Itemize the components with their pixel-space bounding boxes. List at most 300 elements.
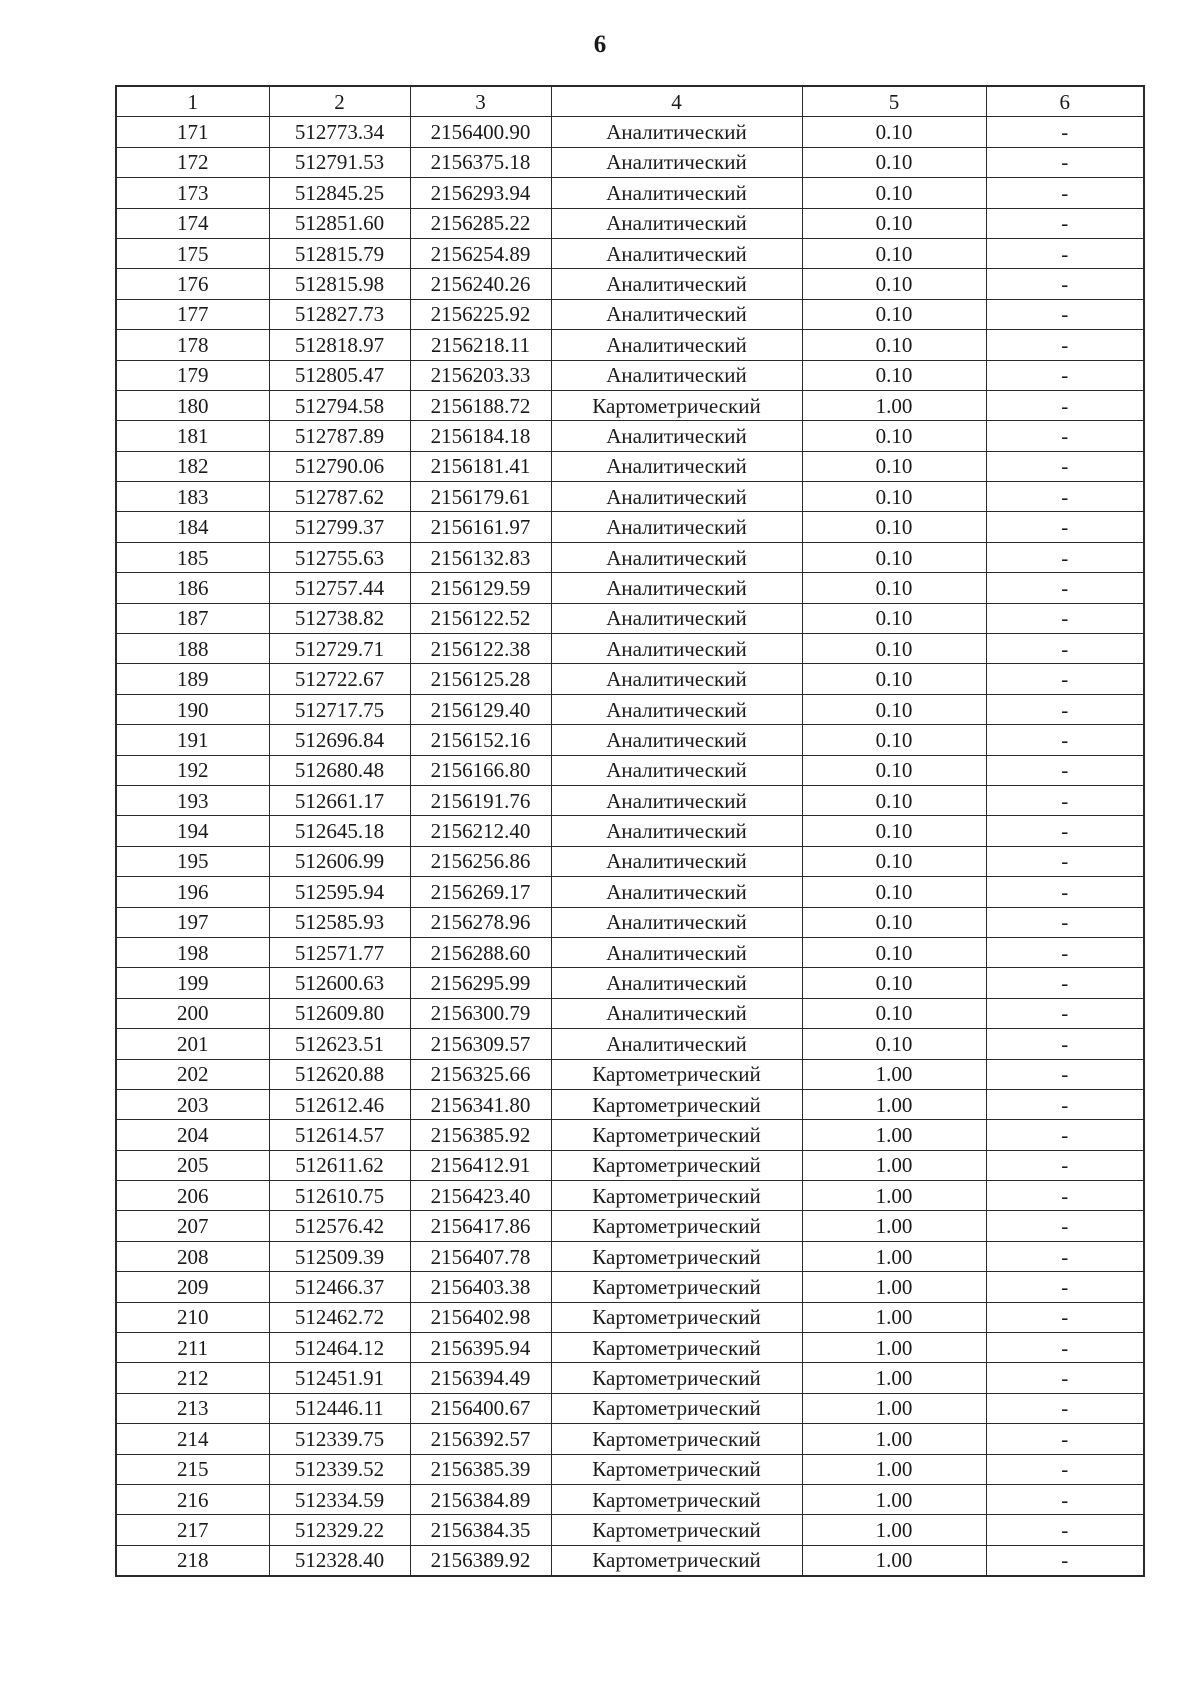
point-number-cell: 174 — [116, 208, 269, 238]
method-cell: Аналитический — [551, 937, 802, 967]
accuracy-cell: 1.00 — [802, 1059, 986, 1089]
y-coordinate-cell: 2156385.92 — [410, 1120, 551, 1150]
method-cell: Аналитический — [551, 269, 802, 299]
method-cell: Картометрический — [551, 1059, 802, 1089]
method-cell: Аналитический — [551, 512, 802, 542]
x-coordinate-cell: 512614.57 — [269, 1120, 410, 1150]
note-cell: - — [986, 603, 1144, 633]
note-cell: - — [986, 725, 1144, 755]
note-cell: - — [986, 299, 1144, 329]
column-header: 4 — [551, 86, 802, 117]
point-number-cell: 195 — [116, 846, 269, 876]
table-row — [116, 998, 1144, 1028]
point-number-cell: 183 — [116, 482, 269, 512]
x-coordinate-cell: 512610.75 — [269, 1181, 410, 1211]
table-row — [116, 785, 1144, 815]
point-number-cell: 207 — [116, 1211, 269, 1241]
note-cell: - — [986, 178, 1144, 208]
accuracy-cell: 0.10 — [802, 785, 986, 815]
x-coordinate-cell: 512757.44 — [269, 573, 410, 603]
method-cell: Картометрический — [551, 1393, 802, 1423]
y-coordinate-cell: 2156412.91 — [410, 1150, 551, 1180]
x-coordinate-cell: 512509.39 — [269, 1241, 410, 1271]
table-row — [116, 542, 1144, 572]
table-row — [116, 421, 1144, 451]
y-coordinate-cell: 2156161.97 — [410, 512, 551, 542]
method-cell: Аналитический — [551, 694, 802, 724]
method-cell: Картометрический — [551, 1424, 802, 1454]
accuracy-cell: 1.00 — [802, 1545, 986, 1576]
x-coordinate-cell: 512611.62 — [269, 1150, 410, 1180]
y-coordinate-cell: 2156375.18 — [410, 147, 551, 177]
point-number-cell: 209 — [116, 1272, 269, 1302]
table-row — [116, 816, 1144, 846]
point-number-cell: 187 — [116, 603, 269, 633]
x-coordinate-cell: 512815.98 — [269, 269, 410, 299]
method-cell: Картометрический — [551, 1363, 802, 1393]
point-number-cell: 206 — [116, 1181, 269, 1211]
x-coordinate-cell: 512645.18 — [269, 816, 410, 846]
note-cell: - — [986, 1181, 1144, 1211]
point-number-cell: 182 — [116, 451, 269, 481]
coordinates-table — [115, 85, 1145, 1577]
accuracy-cell: 0.10 — [802, 542, 986, 572]
x-coordinate-cell: 512464.12 — [269, 1333, 410, 1363]
method-cell: Аналитический — [551, 147, 802, 177]
y-coordinate-cell: 2156295.99 — [410, 968, 551, 998]
x-coordinate-cell: 512576.42 — [269, 1211, 410, 1241]
point-number-cell: 212 — [116, 1363, 269, 1393]
accuracy-cell: 0.10 — [802, 755, 986, 785]
x-coordinate-cell: 512585.93 — [269, 907, 410, 937]
method-cell: Аналитический — [551, 664, 802, 694]
note-cell: - — [986, 1120, 1144, 1150]
note-cell: - — [986, 816, 1144, 846]
accuracy-cell: 0.10 — [802, 451, 986, 481]
table-row — [116, 1181, 1144, 1211]
table-row — [116, 1211, 1144, 1241]
method-cell: Картометрический — [551, 390, 802, 420]
y-coordinate-cell: 2156191.76 — [410, 785, 551, 815]
table-row — [116, 1545, 1144, 1576]
x-coordinate-cell: 512790.06 — [269, 451, 410, 481]
accuracy-cell: 0.10 — [802, 299, 986, 329]
y-coordinate-cell: 2156152.16 — [410, 725, 551, 755]
table-row — [116, 1454, 1144, 1484]
table-row — [116, 1150, 1144, 1180]
point-number-cell: 184 — [116, 512, 269, 542]
table-row — [116, 1302, 1144, 1332]
note-cell: - — [986, 542, 1144, 572]
x-coordinate-cell: 512827.73 — [269, 299, 410, 329]
table-row — [116, 1333, 1144, 1363]
method-cell: Аналитический — [551, 603, 802, 633]
y-coordinate-cell: 2156212.40 — [410, 816, 551, 846]
y-coordinate-cell: 2156203.33 — [410, 360, 551, 390]
method-cell: Аналитический — [551, 482, 802, 512]
x-coordinate-cell: 512329.22 — [269, 1515, 410, 1545]
y-coordinate-cell: 2156309.57 — [410, 1029, 551, 1059]
y-coordinate-cell: 2156417.86 — [410, 1211, 551, 1241]
table-row — [116, 603, 1144, 633]
table-body — [116, 117, 1144, 1576]
x-coordinate-cell: 512717.75 — [269, 694, 410, 724]
note-cell: - — [986, 208, 1144, 238]
note-cell: - — [986, 390, 1144, 420]
method-cell: Аналитический — [551, 178, 802, 208]
table-row — [116, 482, 1144, 512]
method-cell: Картометрический — [551, 1120, 802, 1150]
table-row — [116, 1272, 1144, 1302]
accuracy-cell: 0.10 — [802, 725, 986, 755]
note-cell: - — [986, 1484, 1144, 1514]
x-coordinate-cell: 512818.97 — [269, 330, 410, 360]
note-cell: - — [986, 573, 1144, 603]
y-coordinate-cell: 2156181.41 — [410, 451, 551, 481]
method-cell: Аналитический — [551, 330, 802, 360]
note-cell: - — [986, 269, 1144, 299]
method-cell: Картометрический — [551, 1545, 802, 1576]
note-cell: - — [986, 907, 1144, 937]
y-coordinate-cell: 2156129.40 — [410, 694, 551, 724]
y-coordinate-cell: 2156129.59 — [410, 573, 551, 603]
x-coordinate-cell: 512595.94 — [269, 877, 410, 907]
y-coordinate-cell: 2156384.35 — [410, 1515, 551, 1545]
y-coordinate-cell: 2156400.90 — [410, 117, 551, 147]
y-coordinate-cell: 2156269.17 — [410, 877, 551, 907]
method-cell: Картометрический — [551, 1302, 802, 1332]
column-header: 6 — [986, 86, 1144, 117]
table-row — [116, 238, 1144, 268]
note-cell: - — [986, 1515, 1144, 1545]
point-number-cell: 179 — [116, 360, 269, 390]
y-coordinate-cell: 2156392.57 — [410, 1424, 551, 1454]
note-cell: - — [986, 968, 1144, 998]
point-number-cell: 201 — [116, 1029, 269, 1059]
x-coordinate-cell: 512805.47 — [269, 360, 410, 390]
accuracy-cell: 0.10 — [802, 117, 986, 147]
note-cell: - — [986, 1272, 1144, 1302]
x-coordinate-cell: 512571.77 — [269, 937, 410, 967]
table-row — [116, 1029, 1144, 1059]
accuracy-cell: 0.10 — [802, 421, 986, 451]
method-cell: Аналитический — [551, 785, 802, 815]
point-number-cell: 216 — [116, 1484, 269, 1514]
accuracy-cell: 1.00 — [802, 1181, 986, 1211]
y-coordinate-cell: 2156132.83 — [410, 542, 551, 572]
y-coordinate-cell: 2156385.39 — [410, 1454, 551, 1484]
x-coordinate-cell: 512755.63 — [269, 542, 410, 572]
table-row — [116, 573, 1144, 603]
table-row — [116, 178, 1144, 208]
note-cell: - — [986, 451, 1144, 481]
x-coordinate-cell: 512729.71 — [269, 634, 410, 664]
table-row — [116, 1059, 1144, 1089]
table-row — [116, 451, 1144, 481]
accuracy-cell: 0.10 — [802, 968, 986, 998]
method-cell: Аналитический — [551, 117, 802, 147]
note-cell: - — [986, 421, 1144, 451]
method-cell: Картометрический — [551, 1272, 802, 1302]
y-coordinate-cell: 2156402.98 — [410, 1302, 551, 1332]
x-coordinate-cell: 512696.84 — [269, 725, 410, 755]
x-coordinate-cell: 512851.60 — [269, 208, 410, 238]
note-cell: - — [986, 1302, 1144, 1332]
accuracy-cell: 1.00 — [802, 1089, 986, 1119]
page-number: 6 — [593, 31, 607, 58]
accuracy-cell: 0.10 — [802, 238, 986, 268]
x-coordinate-cell: 512787.89 — [269, 421, 410, 451]
point-number-cell: 189 — [116, 664, 269, 694]
x-coordinate-cell: 512600.63 — [269, 968, 410, 998]
y-coordinate-cell: 2156285.22 — [410, 208, 551, 238]
y-coordinate-cell: 2156384.89 — [410, 1484, 551, 1514]
note-cell: - — [986, 877, 1144, 907]
note-cell: - — [986, 1241, 1144, 1271]
y-coordinate-cell: 2156400.67 — [410, 1393, 551, 1423]
point-number-cell: 190 — [116, 694, 269, 724]
point-number-cell: 172 — [116, 147, 269, 177]
accuracy-cell: 1.00 — [802, 1302, 986, 1332]
y-coordinate-cell: 2156218.11 — [410, 330, 551, 360]
y-coordinate-cell: 2156184.18 — [410, 421, 551, 451]
method-cell: Картометрический — [551, 1181, 802, 1211]
table-row — [116, 512, 1144, 542]
accuracy-cell: 0.10 — [802, 330, 986, 360]
accuracy-cell: 0.10 — [802, 512, 986, 542]
x-coordinate-cell: 512722.67 — [269, 664, 410, 694]
y-coordinate-cell: 2156300.79 — [410, 998, 551, 1028]
note-cell: - — [986, 1545, 1144, 1576]
accuracy-cell: 1.00 — [802, 1363, 986, 1393]
point-number-cell: 200 — [116, 998, 269, 1028]
note-cell: - — [986, 1089, 1144, 1119]
note-cell: - — [986, 846, 1144, 876]
y-coordinate-cell: 2156122.38 — [410, 634, 551, 664]
accuracy-cell: 0.10 — [802, 1029, 986, 1059]
method-cell: Аналитический — [551, 634, 802, 664]
table-row — [116, 299, 1144, 329]
table-row — [116, 330, 1144, 360]
point-number-cell: 194 — [116, 816, 269, 846]
x-coordinate-cell: 512791.53 — [269, 147, 410, 177]
method-cell: Аналитический — [551, 998, 802, 1028]
y-coordinate-cell: 2156394.49 — [410, 1363, 551, 1393]
x-coordinate-cell: 512451.91 — [269, 1363, 410, 1393]
accuracy-cell: 1.00 — [802, 1241, 986, 1271]
point-number-cell: 180 — [116, 390, 269, 420]
y-coordinate-cell: 2156125.28 — [410, 664, 551, 694]
table-row — [116, 147, 1144, 177]
accuracy-cell: 0.10 — [802, 816, 986, 846]
point-number-cell: 188 — [116, 634, 269, 664]
accuracy-cell: 1.00 — [802, 1333, 986, 1363]
note-cell: - — [986, 664, 1144, 694]
accuracy-cell: 0.10 — [802, 482, 986, 512]
method-cell: Аналитический — [551, 877, 802, 907]
x-coordinate-cell: 512466.37 — [269, 1272, 410, 1302]
point-number-cell: 193 — [116, 785, 269, 815]
point-number-cell: 199 — [116, 968, 269, 998]
y-coordinate-cell: 2156403.38 — [410, 1272, 551, 1302]
point-number-cell: 213 — [116, 1393, 269, 1423]
method-cell: Картометрический — [551, 1333, 802, 1363]
method-cell: Картометрический — [551, 1211, 802, 1241]
point-number-cell: 192 — [116, 755, 269, 785]
x-coordinate-cell: 512794.58 — [269, 390, 410, 420]
table-row — [116, 846, 1144, 876]
point-number-cell: 204 — [116, 1120, 269, 1150]
point-number-cell: 205 — [116, 1150, 269, 1180]
x-coordinate-cell: 512623.51 — [269, 1029, 410, 1059]
x-coordinate-cell: 512799.37 — [269, 512, 410, 542]
method-cell: Аналитический — [551, 1029, 802, 1059]
y-coordinate-cell: 2156423.40 — [410, 1181, 551, 1211]
table-header-row — [116, 86, 1144, 117]
note-cell: - — [986, 1393, 1144, 1423]
accuracy-cell: 1.00 — [802, 1424, 986, 1454]
column-header: 1 — [116, 86, 269, 117]
point-number-cell: 176 — [116, 269, 269, 299]
note-cell: - — [986, 998, 1144, 1028]
x-coordinate-cell: 512446.11 — [269, 1393, 410, 1423]
table-row — [116, 390, 1144, 420]
note-cell: - — [986, 147, 1144, 177]
point-number-cell: 197 — [116, 907, 269, 937]
point-number-cell: 211 — [116, 1333, 269, 1363]
table-row — [116, 755, 1144, 785]
method-cell: Картометрический — [551, 1241, 802, 1271]
y-coordinate-cell: 2156179.61 — [410, 482, 551, 512]
y-coordinate-cell: 2156240.26 — [410, 269, 551, 299]
x-coordinate-cell: 512845.25 — [269, 178, 410, 208]
method-cell: Аналитический — [551, 907, 802, 937]
table-row — [116, 877, 1144, 907]
table-row — [116, 664, 1144, 694]
point-number-cell: 173 — [116, 178, 269, 208]
point-number-cell: 185 — [116, 542, 269, 572]
point-number-cell: 177 — [116, 299, 269, 329]
method-cell: Аналитический — [551, 573, 802, 603]
x-coordinate-cell: 512334.59 — [269, 1484, 410, 1514]
table-row — [116, 1363, 1144, 1393]
accuracy-cell: 0.10 — [802, 269, 986, 299]
point-number-cell: 202 — [116, 1059, 269, 1089]
note-cell: - — [986, 360, 1144, 390]
accuracy-cell: 1.00 — [802, 1120, 986, 1150]
table-row — [116, 1241, 1144, 1271]
table-row — [116, 694, 1144, 724]
accuracy-cell: 0.10 — [802, 634, 986, 664]
y-coordinate-cell: 2156293.94 — [410, 178, 551, 208]
table-row — [116, 725, 1144, 755]
x-coordinate-cell: 512462.72 — [269, 1302, 410, 1332]
method-cell: Картометрический — [551, 1089, 802, 1119]
point-number-cell: 175 — [116, 238, 269, 268]
y-coordinate-cell: 2156166.80 — [410, 755, 551, 785]
table-row — [116, 1484, 1144, 1514]
point-number-cell: 217 — [116, 1515, 269, 1545]
y-coordinate-cell: 2156341.80 — [410, 1089, 551, 1119]
note-cell: - — [986, 634, 1144, 664]
table-row — [116, 117, 1144, 147]
note-cell: - — [986, 117, 1144, 147]
column-header: 2 — [269, 86, 410, 117]
point-number-cell: 181 — [116, 421, 269, 451]
y-coordinate-cell: 2156278.96 — [410, 907, 551, 937]
accuracy-cell: 1.00 — [802, 1272, 986, 1302]
y-coordinate-cell: 2156225.92 — [410, 299, 551, 329]
accuracy-cell: 1.00 — [802, 1393, 986, 1423]
method-cell: Аналитический — [551, 725, 802, 755]
table-row — [116, 1393, 1144, 1423]
table-row — [116, 269, 1144, 299]
method-cell: Аналитический — [551, 238, 802, 268]
note-cell: - — [986, 512, 1144, 542]
point-number-cell: 214 — [116, 1424, 269, 1454]
note-cell: - — [986, 1333, 1144, 1363]
y-coordinate-cell: 2156122.52 — [410, 603, 551, 633]
accuracy-cell: 1.00 — [802, 1484, 986, 1514]
method-cell: Аналитический — [551, 360, 802, 390]
x-coordinate-cell: 512661.17 — [269, 785, 410, 815]
x-coordinate-cell: 512680.48 — [269, 755, 410, 785]
y-coordinate-cell: 2156325.66 — [410, 1059, 551, 1089]
y-coordinate-cell: 2156188.72 — [410, 390, 551, 420]
accuracy-cell: 1.00 — [802, 1515, 986, 1545]
x-coordinate-cell: 512612.46 — [269, 1089, 410, 1119]
point-number-cell: 186 — [116, 573, 269, 603]
y-coordinate-cell: 2156256.86 — [410, 846, 551, 876]
accuracy-cell: 0.10 — [802, 603, 986, 633]
method-cell: Аналитический — [551, 208, 802, 238]
accuracy-cell: 0.10 — [802, 664, 986, 694]
accuracy-cell: 0.10 — [802, 178, 986, 208]
accuracy-cell: 0.10 — [802, 877, 986, 907]
x-coordinate-cell: 512620.88 — [269, 1059, 410, 1089]
x-coordinate-cell: 512609.80 — [269, 998, 410, 1028]
method-cell: Аналитический — [551, 968, 802, 998]
table-row — [116, 360, 1144, 390]
note-cell: - — [986, 1150, 1144, 1180]
point-number-cell: 196 — [116, 877, 269, 907]
note-cell: - — [986, 1363, 1144, 1393]
table-row — [116, 1089, 1144, 1119]
x-coordinate-cell: 512787.62 — [269, 482, 410, 512]
accuracy-cell: 0.10 — [802, 208, 986, 238]
accuracy-cell: 0.10 — [802, 937, 986, 967]
method-cell: Аналитический — [551, 299, 802, 329]
method-cell: Аналитический — [551, 421, 802, 451]
accuracy-cell: 0.10 — [802, 998, 986, 1028]
table-row — [116, 1515, 1144, 1545]
table-row — [116, 1120, 1144, 1150]
method-cell: Аналитический — [551, 755, 802, 785]
method-cell: Аналитический — [551, 846, 802, 876]
y-coordinate-cell: 2156288.60 — [410, 937, 551, 967]
table-row — [116, 937, 1144, 967]
note-cell: - — [986, 937, 1144, 967]
y-coordinate-cell: 2156389.92 — [410, 1545, 551, 1576]
x-coordinate-cell: 512339.75 — [269, 1424, 410, 1454]
point-number-cell: 178 — [116, 330, 269, 360]
point-number-cell: 198 — [116, 937, 269, 967]
table-row — [116, 634, 1144, 664]
column-header: 3 — [410, 86, 551, 117]
note-cell: - — [986, 1424, 1144, 1454]
note-cell: - — [986, 1059, 1144, 1089]
table-row — [116, 968, 1144, 998]
